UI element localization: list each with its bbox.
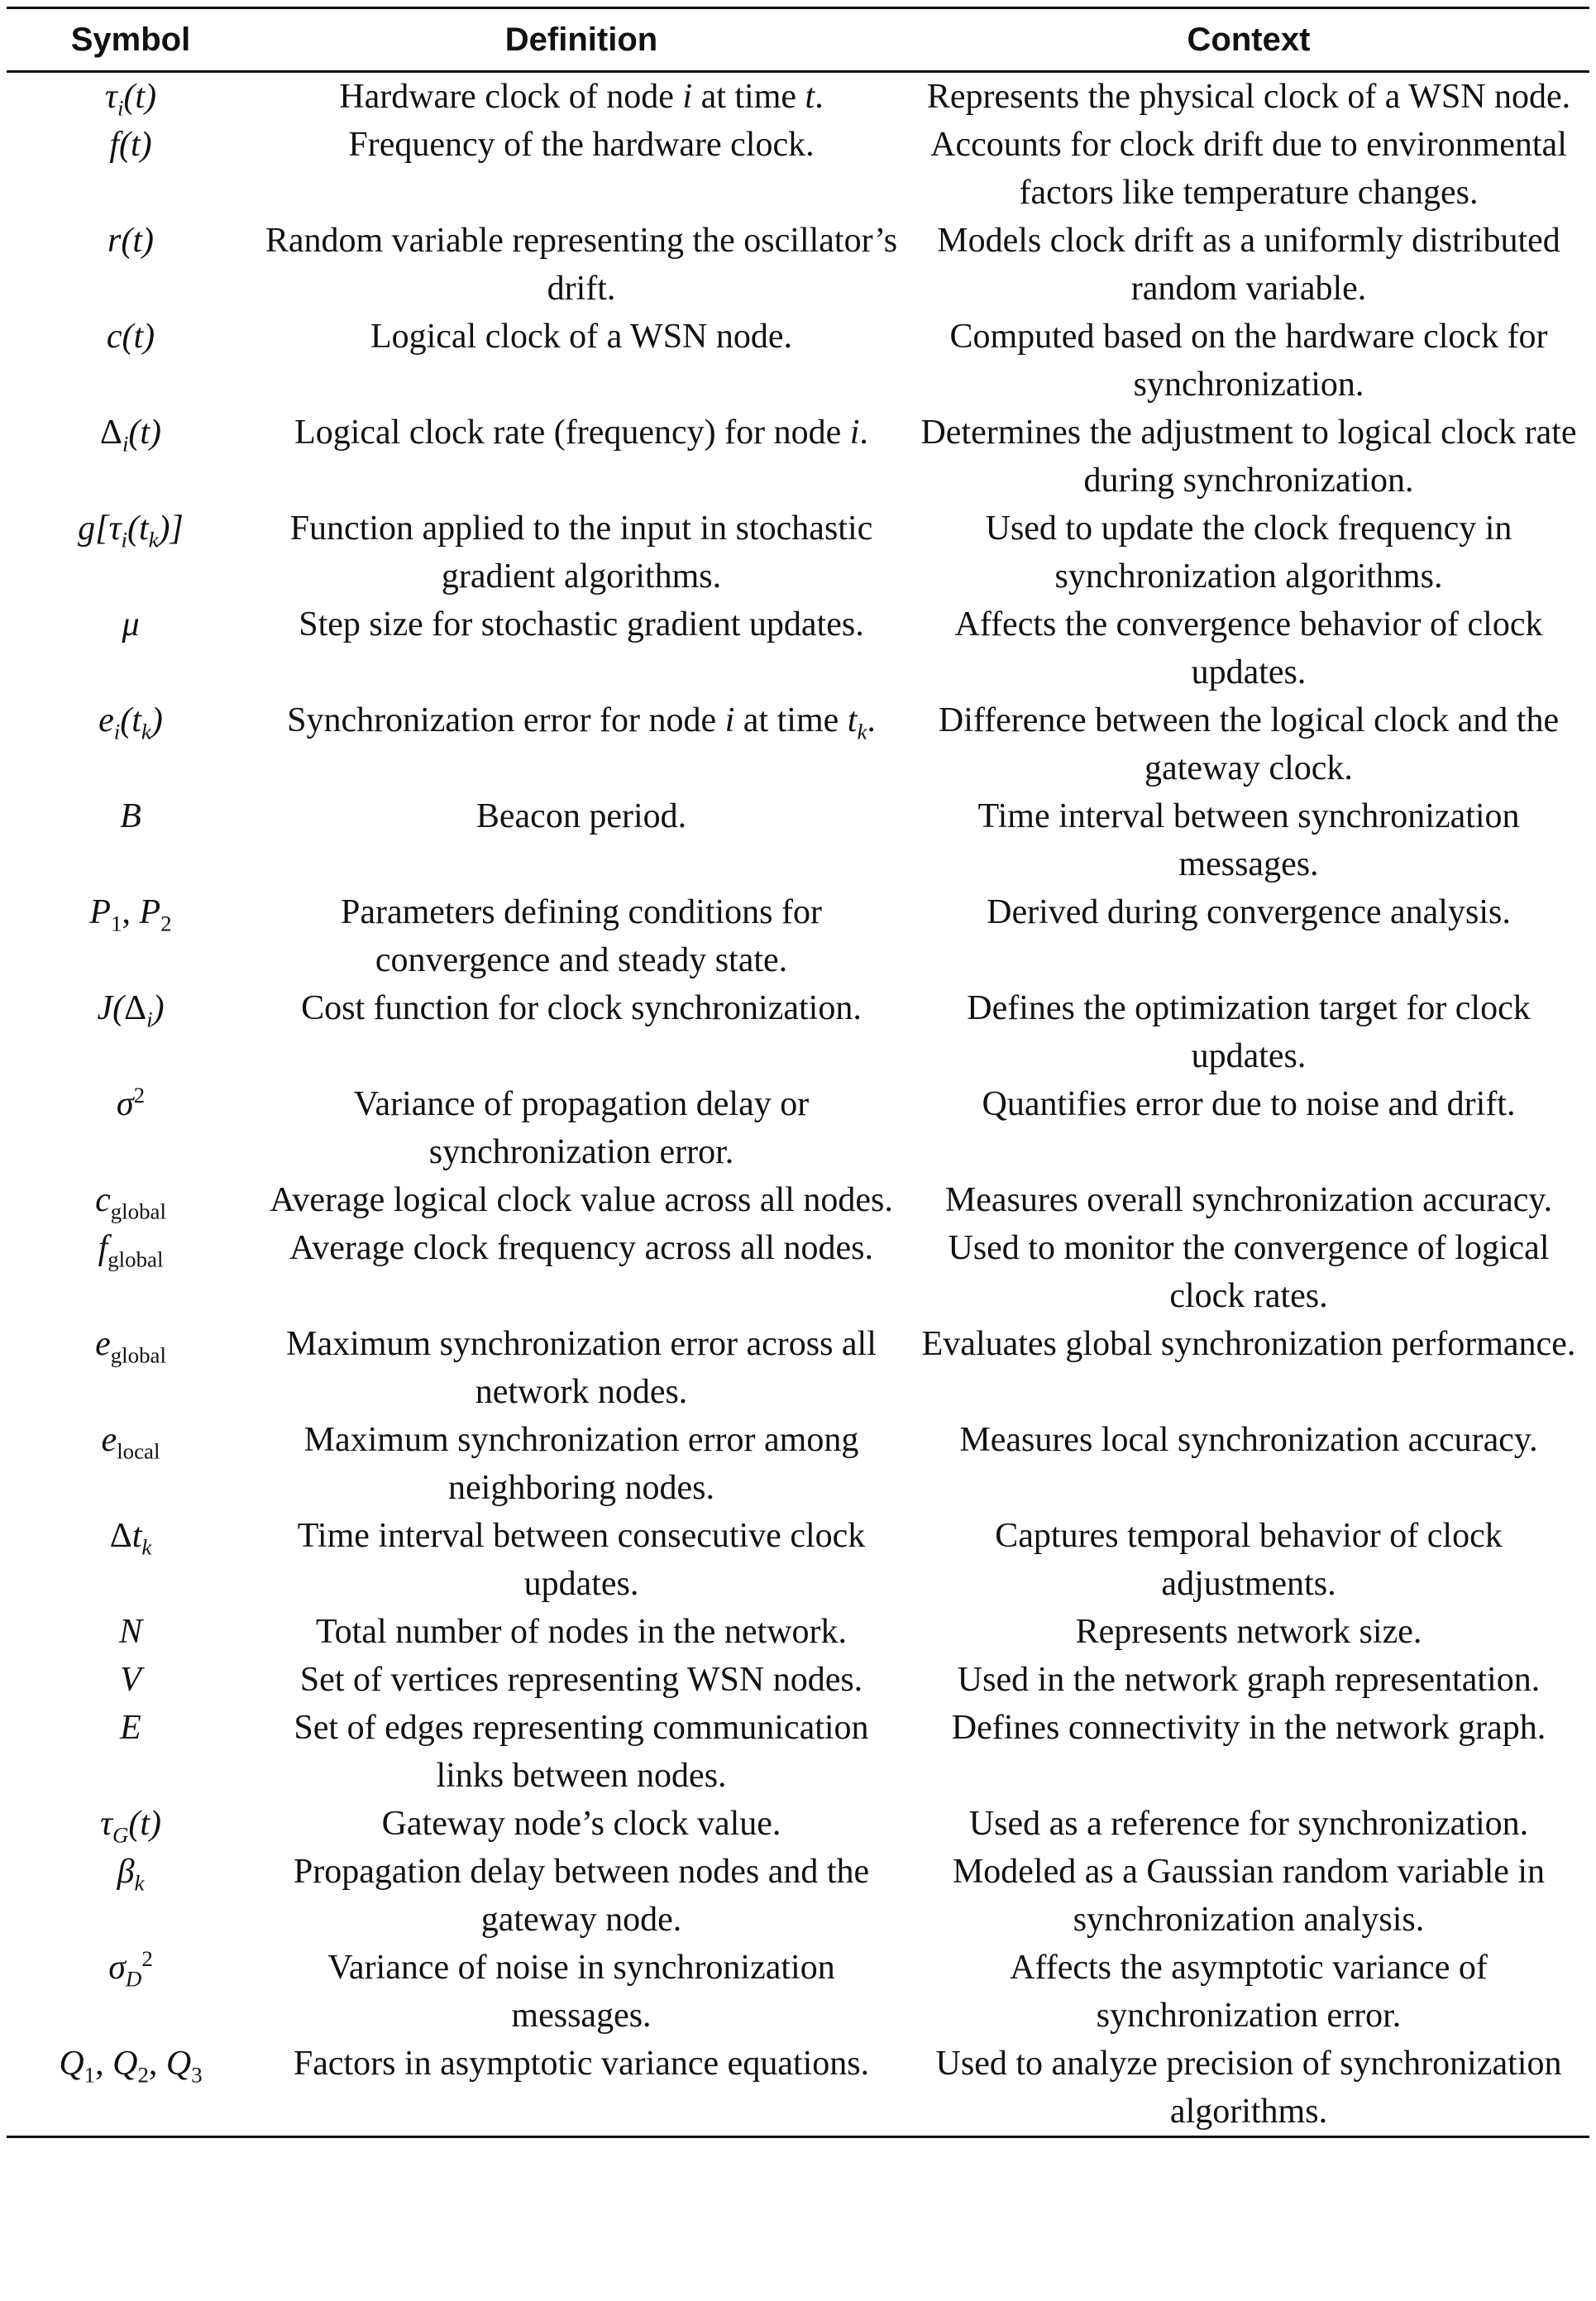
table-row [7, 1176, 1589, 1224]
definition-cell: Time interval between consecutive clock updates. [297, 1517, 866, 1603]
context-cell: Represents the physical clock of a WSN node. [926, 78, 1571, 116]
definition-cell: Parameters defining conditions for convergence and steady state. [340, 893, 822, 979]
symbol-cell: N [118, 1613, 142, 1651]
context-cell: Computed based on the hardware clock for synchronization. [949, 318, 1548, 404]
definition-cell: Average logical clock value across all nodes. [270, 1181, 893, 1219]
context-cell: Defines the optimization target for clock updates. [967, 989, 1531, 1075]
definition-cell: Beacon period. [475, 797, 687, 835]
header-symbol: Symbol [7, 8, 255, 72]
context-cell: Represents network size. [1075, 1613, 1422, 1651]
table-row [7, 1416, 1589, 1512]
table-row [7, 696, 1589, 792]
context-cell: Measures local synchronization accuracy. [959, 1421, 1538, 1459]
symbol-cell: $g[\tau_i(t_k)]$ [78, 509, 184, 553]
symbol-cell: c(t) [106, 318, 155, 356]
definition-cell: Synchronization error for node i at time $t_k$. [287, 701, 876, 744]
context-cell: Used to monitor the convergence of logical clock rates. [948, 1229, 1550, 1315]
context-cell: Determines the adjustment to logical clock rate during synchronization. [920, 414, 1577, 500]
table-row [7, 409, 1589, 505]
context-cell: Affects the convergence behavior of clock updates. [954, 605, 1543, 691]
definition-cell: Variance of propagation delay or synchronization error. [353, 1085, 810, 1171]
symbol-cell: $c_{global}$ [95, 1181, 166, 1224]
table-body [7, 72, 1589, 2137]
context-cell: Modeled as a Gaussian random variable in synchronization analysis. [952, 1853, 1546, 1939]
definition-cell: Factors in asymptotic variance equations. [255, 2040, 908, 2137]
symbol-cell: $\tau_i(t)$ [104, 78, 157, 121]
symbol-cell: V [120, 1661, 141, 1699]
definition-cell: Step size for stochastic gradient updates. [299, 605, 864, 643]
definition-cell: Frequency of the hardware clock. [348, 126, 815, 164]
context-cell: Used as a reference for synchronization. [968, 1805, 1529, 1843]
definition-cell: Logical clock rate (frequency) for node i. [294, 414, 868, 452]
context-cell: Derived during convergence analysis. [987, 893, 1511, 931]
symbol-cell: f(t) [109, 126, 152, 164]
definition-cell: Maximum synchronization error among neighboring nodes. [303, 1421, 859, 1507]
definition-cell: Variance of noise in synchronization messages. [327, 1949, 835, 2035]
symbol-cell: r(t) [108, 222, 154, 260]
symbol-cell: $Q_1$, $Q_2$, $Q_3$ [7, 2040, 255, 2137]
table-row [7, 217, 1589, 313]
symbol-cell: $e_{local}$ [101, 1421, 160, 1464]
table-row [7, 1944, 1589, 2040]
symbol-cell: $\Delta_i(t)$ [99, 414, 162, 457]
definition-cell: Cost function for clock synchronization. [301, 989, 862, 1027]
table-row [7, 792, 1589, 888]
context-cell: Models clock drift as a uniformly distributed random variable. [937, 222, 1560, 308]
context-cell: Used to analyze precision of synchronization algorithms. [908, 2040, 1589, 2137]
table-header [7, 8, 1589, 72]
table-row [7, 888, 1589, 984]
symbol-cell: $P_1$, $P_2$ [89, 893, 172, 936]
definition-cell: Set of vertices representing WSN nodes. [299, 1661, 863, 1699]
definition-cell: Average clock frequency across all nodes. [289, 1229, 873, 1267]
definition-cell: Gateway node’s clock value. [381, 1805, 781, 1843]
context-cell: Defines connectivity in the network graph. [951, 1709, 1546, 1747]
header-definition: Definition [255, 8, 908, 72]
table-row [7, 600, 1589, 696]
symbol-cell: $\tau_G(t)$ [99, 1805, 162, 1848]
context-cell: Used in the network graph representation. [957, 1661, 1541, 1699]
table-row [7, 1080, 1589, 1176]
context-cell: Used to update the clock frequency in synchronization algorithms. [985, 509, 1512, 596]
table-row [7, 2040, 1589, 2137]
symbol-cell: μ [122, 605, 140, 643]
context-cell: Time interval between synchronization messages. [977, 797, 1520, 883]
symbol-cell: $e_{global}$ [95, 1325, 166, 1368]
symbol-cell: $\Delta t_k$ [109, 1517, 152, 1560]
table-row [7, 1320, 1589, 1416]
header-context: Context [908, 8, 1589, 72]
definition-cell: Set of edges representing communication links between nodes. [294, 1709, 869, 1795]
symbol-table [7, 7, 1589, 2138]
context-cell: Quantifies error due to noise and drift. [982, 1085, 1516, 1123]
table-row [7, 1704, 1589, 1800]
symbol-cell: $f_{global}$ [98, 1229, 164, 1272]
table-row [7, 984, 1589, 1080]
definition-cell: Maximum synchronization error across all network nodes. [286, 1325, 877, 1411]
table-row [7, 505, 1589, 600]
table-row [7, 1800, 1589, 1848]
definition-cell: Random variable representing the oscillator’s drift. [265, 222, 898, 308]
context-cell: Captures temporal behavior of clock adjustments. [995, 1517, 1503, 1603]
symbol-cell: $J(\Delta_i)$ [97, 989, 165, 1032]
definition-cell: Total number of nodes in the network. [315, 1613, 848, 1651]
table-row [7, 121, 1589, 217]
table-row [7, 72, 1589, 122]
definition-cell: Propagation delay between nodes and the gateway node. [293, 1853, 870, 1939]
context-cell: Measures overall synchronization accuracy. [944, 1181, 1553, 1219]
context-cell: Accounts for clock drift due to environmental factors like temperature changes. [930, 126, 1567, 212]
table-row [7, 1656, 1589, 1704]
table-row [7, 1512, 1589, 1608]
context-cell: Evaluates global synchronization performance. [921, 1325, 1576, 1363]
symbol-cell: $\sigma^2$ [116, 1083, 146, 1123]
header-row [7, 8, 1589, 72]
table-row [7, 1224, 1589, 1320]
context-cell: Affects the asymptotic variance of synchronization error. [1010, 1949, 1488, 2035]
definition-cell: Hardware clock of node i at time t. [339, 78, 824, 116]
symbol-cell: $e_i(t_k)$ [98, 701, 163, 744]
symbol-cell: B [120, 797, 141, 835]
table-row [7, 313, 1589, 409]
definition-cell: Logical clock of a WSN node. [370, 318, 793, 356]
table-row [7, 1848, 1589, 1944]
context-cell: Difference between the logical clock and the gateway clock. [938, 701, 1560, 787]
table-row [7, 1608, 1589, 1656]
symbol-cell: E [120, 1709, 141, 1747]
symbol-cell: $\sigma_D^2$ [108, 1946, 153, 1992]
definition-cell: Function applied to the input in stochastic gradient algorithms. [289, 509, 873, 596]
symbol-cell: $\beta_k$ [117, 1853, 145, 1896]
